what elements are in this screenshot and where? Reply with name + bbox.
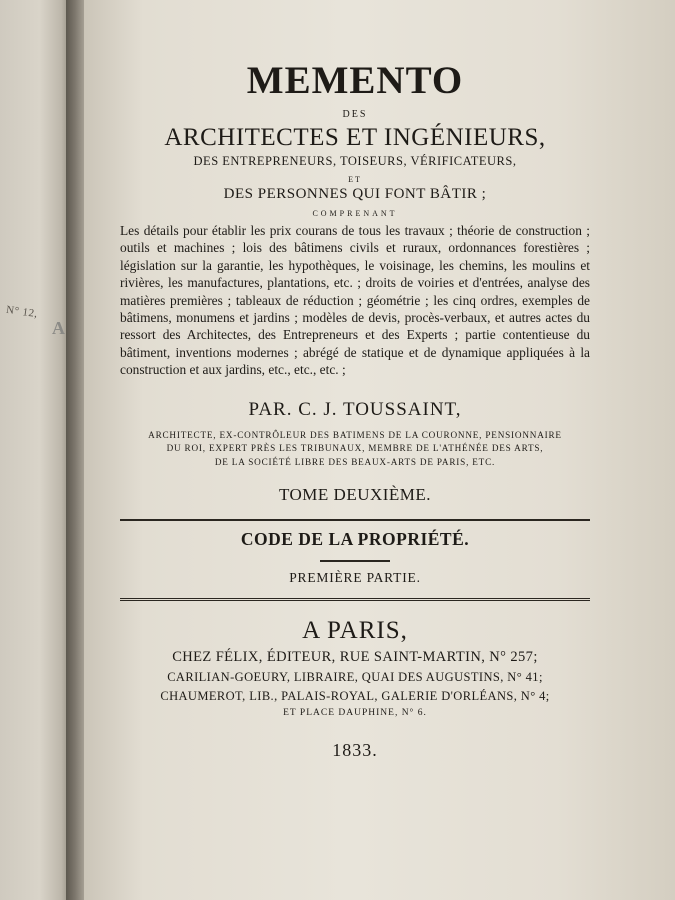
publisher-line: CARILIAN-GOEURY, LIBRAIRE, QUAI DES AUGUSTINS, N° 41; (167, 670, 543, 685)
builders-line: DES PERSONNES QUI FONT BÂTIR ; (223, 186, 487, 202)
credential-line: DU ROI, EXPERT PRÈS LES TRIBUNAUX, MEMBRE DE L'ATHÉNÉE DES ARTS, (166, 443, 544, 454)
title-page-content (120, 52, 590, 761)
divider-rule (120, 519, 590, 521)
publisher-line: CHAUMEROT, LIB., PALAIS-ROYAL, GALERIE D'ORLÉANS, N° 4; (160, 689, 550, 704)
author-credentials (120, 429, 590, 470)
volume-label: TOME DEUXIÈME. (278, 485, 432, 505)
book-title: MEMENTO (246, 59, 464, 102)
left-page-fragment-letter: A (52, 318, 65, 338)
title-connector-des: DES (342, 109, 368, 120)
section-title: CODE DE LA PROPRIÉTÉ. (240, 529, 470, 550)
title-page (84, 0, 675, 900)
publication-year: 1833. (332, 740, 378, 761)
credential-line: ARCHITECTE, EX-CONTRÔLEUR DES BATIMENS DE LA COURONNE, PENSIONNAIRE (148, 429, 562, 440)
publisher-line: ET PLACE DAUPHINE, N° 6. (283, 708, 427, 719)
subject-line: ARCHITECTES ET INGÉNIEURS, (164, 124, 546, 151)
comprenant-label: COMPRENANT (312, 209, 398, 218)
short-divider (320, 560, 390, 562)
credential-line: DE LA SOCIÉTÉ LIBRE DES BEAUX-ARTS DE PARIS, ETC. (214, 456, 496, 467)
city-line: A PARIS, (302, 617, 408, 645)
audience-line: DES ENTREPRENEURS, TOISEURS, VÉRIFICATEURS, (193, 154, 517, 168)
adjacent-left-page (0, 0, 72, 900)
left-page-fragment: N° 12, (5, 303, 39, 321)
contents-description: Les détails pour établir les prix courans de tous les travaux ; théorie de construction ; outils et machines ; lois des bâtimens civils et ruraux, ordonnances forestières ; législation sur la garantie, les hypothèques, le voisinage, les chemins, les moulins et rivières, les manufactures, plantations, etc. ; droits de voiries et d'entrées, analyse des matières premières ; tableaux de réduction ; géométrie ; les cinq ordres, exemples de bâtimens, monumens et jardins ; modèles de devis, procès-verbaux, et autres actes du ressort des Architectes, des Entrepreneurs et des Experts ; partie contentieuse du bâtiment, inventions modernes ; abrégé de statique et de dynamique appliquées à la construction et aux jardins, etc., etc., etc. ; (120, 223, 590, 378)
author-line: PAR. C. J. TOUSSAINT, (248, 398, 462, 420)
part-label: PREMIÈRE PARTIE. (289, 570, 421, 586)
publisher-line: CHEZ FÉLIX, ÉDITEUR, RUE SAINT-MARTIN, N° 257; (172, 649, 538, 666)
double-divider-rule (120, 598, 590, 601)
title-connector-et: ET (348, 175, 362, 184)
